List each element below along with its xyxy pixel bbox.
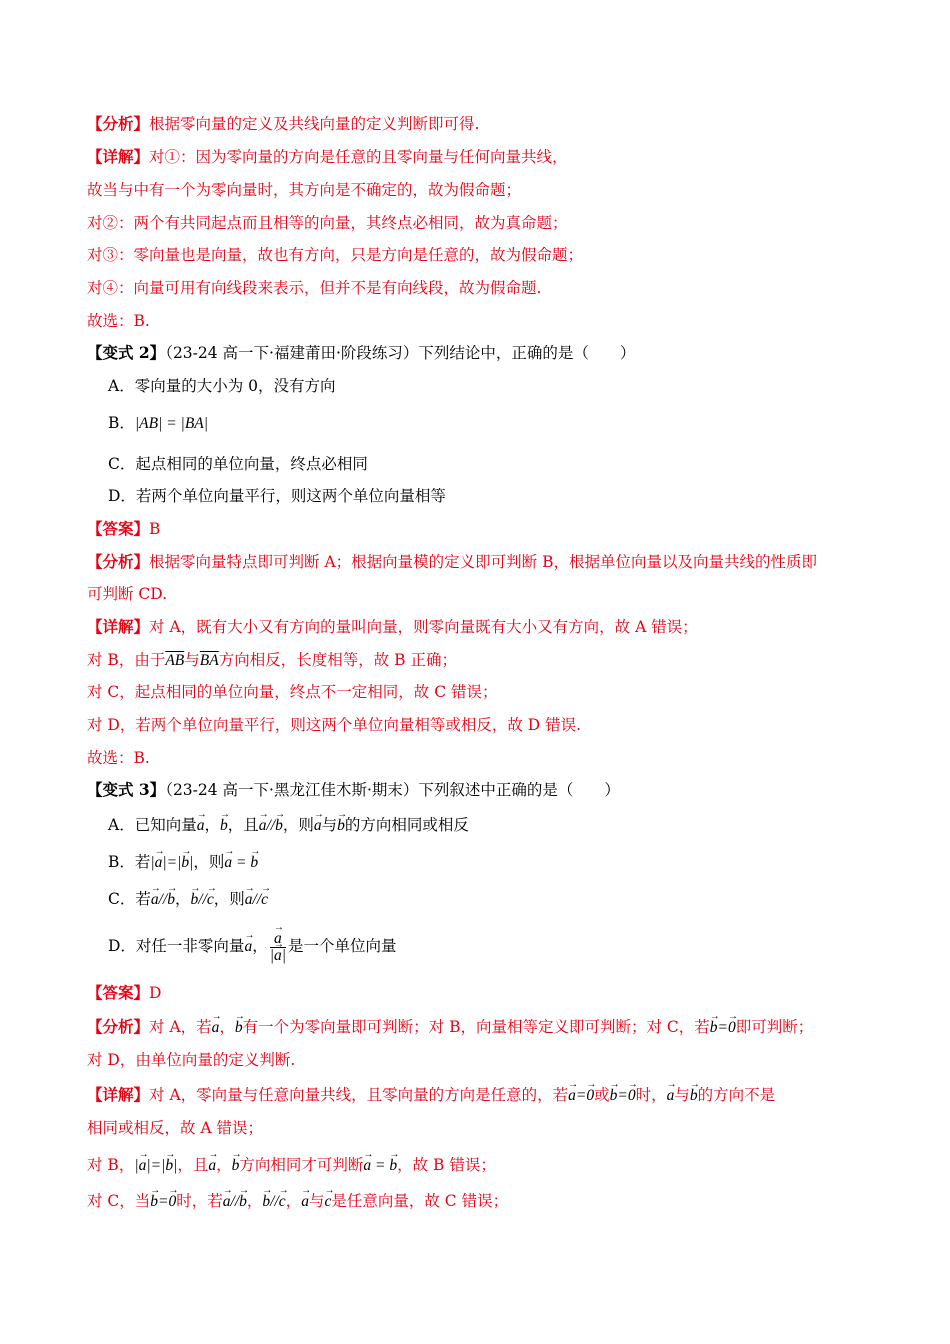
option-d: D．对任一非零向量→ a， → $\frac{a}{|\to a|}$ 是一个单位向量 [108, 930, 397, 964]
analysis-line: 对 D，由单位向量的定义判断. [87, 1051, 296, 1069]
text-fragment: 方向相反，长度相等，故 B 正确； [218, 651, 457, 669]
text-fragment: 对 A，若 [149, 1018, 212, 1036]
variant-2-question [87, 343, 635, 363]
vector-a: → a [667, 1086, 675, 1106]
option-d: D．若两个单位向量平行，则这两个单位向量相等 [108, 487, 446, 505]
analysis-paragraph-2 [87, 552, 817, 572]
detail-line: 故当与中有一个为零向量时，其方向是不确定的，故为假命题； [87, 181, 522, 199]
variant-3-question [87, 780, 620, 800]
text-fragment: B．若 [108, 853, 151, 871]
analysis-tag: 【分析】 [87, 1017, 150, 1036]
text-fragment: 对 B，由于 [87, 651, 166, 669]
text-fragment: D．对任一非零向量 [108, 937, 245, 955]
vector-b: → b [235, 1018, 243, 1038]
analysis-paragraph-1 [87, 114, 479, 134]
analysis-line: 可判断 CD. [87, 585, 168, 603]
option-a: A．零向量的大小为 0，没有方向 [108, 377, 336, 395]
option-b-formula: |AB| = |BA| [134, 415, 209, 432]
text-fragment: 的方向相同或相反 [344, 816, 469, 834]
vector-c: → c [324, 1192, 331, 1212]
vector-b: → b [337, 816, 345, 836]
text-fragment: 时， [635, 1086, 667, 1104]
unit-vector-fraction: → $\frac{a}{|\to a|}$ [270, 931, 286, 964]
variant-tag: 【变式 3】 [87, 780, 166, 799]
text-fragment: 与 [184, 651, 200, 669]
detail-paragraph-1 [87, 147, 568, 167]
option-c: C．若→ a//→ b，→ b//→ c，则→ a//→ c [108, 889, 268, 910]
answer-value: B [149, 520, 161, 538]
detail-line: 对 C，当→ b=→ 0时，若→ a//→ b，→ b//→ c，→ a与→ c是任意向量，故 C 错误； [87, 1191, 508, 1212]
zero-vector-expr: → a=→ 0 [568, 1087, 594, 1104]
text-fragment: 即可判断； [735, 1018, 814, 1036]
text-fragment: 有一个为零向量即可判断；对 B，向量相等定义即可判断；对 C，若 [242, 1018, 710, 1036]
option-c: C．起点相同的单位向量，终点必相同 [108, 455, 368, 473]
detail-line: 对③：零向量也是向量，故也有方向，只是方向是任意的，故为假命题； [87, 246, 584, 264]
text-fragment: ，则 [282, 816, 314, 834]
vector-b: → b [220, 816, 228, 836]
choice-line: 故选：B. [87, 312, 150, 330]
answer-value: D [149, 984, 162, 1002]
parallel-expr: → a//→ b [259, 817, 283, 834]
detail-line [87, 650, 457, 671]
text-fragment: 与 [321, 816, 338, 834]
text-fragment: 与 [308, 1192, 325, 1210]
variant-source: （23-24 高一下·福建莆田·阶段练习） [165, 344, 419, 362]
detail-paragraph-2 [87, 617, 698, 637]
text-fragment: ，则 [213, 890, 245, 908]
text-fragment: 是一个单位向量 [287, 937, 397, 955]
vector-b: → b [690, 1086, 698, 1106]
modulus-expr: |→ a|=|→ b| [134, 1157, 177, 1174]
analysis-text: 根据零向量的定义及共线向量的定义判断即可得. [149, 115, 480, 133]
vector-ba: $\overline{BA}$ [199, 652, 219, 669]
text-fragment: ，且 [177, 1156, 209, 1174]
detail-line: 对②：两个有共同起点而且相等的向量，其终点必相同，故为真命题； [87, 214, 568, 232]
detail-line: 对 D，若两个单位向量平行，则这两个单位向量相等或相反，故 D 错误. [87, 716, 582, 734]
analysis-paragraph-3: 【分析】对 A，若→ a，→ b有一个为零向量即可判断；对 B，向量相等定义即可判断；对 C，若→ b=→ 0即可判断； [87, 1017, 813, 1038]
parallel-expr: → b//→ c [191, 891, 214, 908]
parallel-expr: → a//→ c [245, 891, 268, 908]
vector-a: → a [314, 816, 322, 836]
answer-line [87, 519, 160, 539]
text-fragment: A．已知向量 [108, 816, 197, 834]
text-fragment: 对 B， [87, 1156, 135, 1174]
vector-ab: $\overline{AB}$ [165, 652, 185, 669]
detail-line: 相同或相反，故 A 错误； [87, 1119, 264, 1137]
equal-expr: → a = → b [224, 854, 258, 871]
detail-paragraph-3 [87, 1085, 775, 1106]
vector-a: → a [301, 1192, 309, 1212]
option-b [108, 852, 258, 873]
detail-line: 对④：向量可用有向线段来表示，但并不是有向线段，故为假命题. [87, 279, 542, 297]
detail-text: 对 A，既有大小又有方向的量叫向量，则零向量既有大小又有方向，故 A 错误； [149, 618, 698, 636]
equal-expr: → a = → b [363, 1157, 397, 1174]
vector-a: → a [212, 1018, 220, 1038]
text-fragment: C．若 [108, 890, 151, 908]
choice-line: 故选：B. [87, 749, 150, 767]
zero-vector-expr: → b=→ 0 [610, 1087, 636, 1104]
variant-source: （23-24 高一下·黑龙江佳木斯·期末） [165, 781, 419, 799]
option-b [108, 413, 208, 434]
answer-line [87, 983, 161, 1003]
detail-text: 对①：因为零向量的方向是任意的且零向量与任何向量共线， [149, 148, 568, 166]
parallel-expr: → b//→ c [262, 1193, 285, 1210]
text-fragment: ，且 [227, 816, 259, 834]
question-text: 下列叙述中正确的是（ ） [418, 781, 620, 799]
text-fragment: ，故 B 错误； [397, 1156, 496, 1174]
text-fragment: 对 A，零向量与任意向量共线，且零向量的方向是任意的，若 [149, 1086, 569, 1104]
analysis-tag: 【分析】 [87, 552, 150, 571]
vector-a: → a [197, 816, 205, 836]
text-fragment: ，则 [193, 853, 225, 871]
detail-tag: 【详解】 [87, 1085, 150, 1104]
detail-line: 对 C，起点相同的单位向量，终点不一定相同，故 C 错误； [87, 683, 498, 701]
option-a: A．已知向量→ a，→ b，且→ a//→ b，则→ a与→ b的方向相同或相反 [108, 815, 469, 836]
vector-a: → a [208, 1156, 216, 1176]
parallel-expr: → a//→ b [151, 891, 175, 908]
text-fragment: 时，若 [176, 1192, 223, 1210]
zero-vector-expr: → b=→ 0 [150, 1193, 176, 1210]
question-text: 下列结论中，正确的是（ ） [418, 344, 636, 362]
text-fragment: 与 [674, 1086, 690, 1104]
modulus-expr: |→ a|=|→ b| [150, 854, 193, 871]
analysis-text: 根据零向量特点即可判断 A；根据向量模的定义即可判断 B，根据单位向量以及向量共线的性质即 [149, 553, 817, 571]
detail-tag: 【详解】 [87, 147, 150, 166]
vector-a: → a [244, 931, 252, 963]
detail-tag: 【详解】 [87, 617, 150, 636]
option-label: B． [108, 414, 135, 432]
zero-vector-expr: → b=→ 0 [710, 1019, 736, 1036]
text-fragment: 或 [594, 1086, 610, 1104]
text-fragment: 方向相同才可判断 [239, 1156, 364, 1174]
variant-tag: 【变式 2】 [87, 343, 166, 362]
parallel-expr: → a//→ b [223, 1193, 247, 1210]
vector-b: → b [232, 1156, 240, 1176]
detail-line: 对 B，|→ a|=|→ b|，且→ a，→ b方向相同才可判断→ a = → b，故 B 错误； [87, 1155, 496, 1176]
analysis-tag: 【分析】 [87, 114, 150, 133]
text-fragment: 的方向不是 [697, 1086, 776, 1104]
answer-tag: 【答案】 [87, 519, 150, 538]
answer-tag: 【答案】 [87, 983, 150, 1002]
text-fragment: 对 C，当 [87, 1192, 151, 1210]
text-fragment: 是任意向量，故 C 错误； [331, 1192, 509, 1210]
